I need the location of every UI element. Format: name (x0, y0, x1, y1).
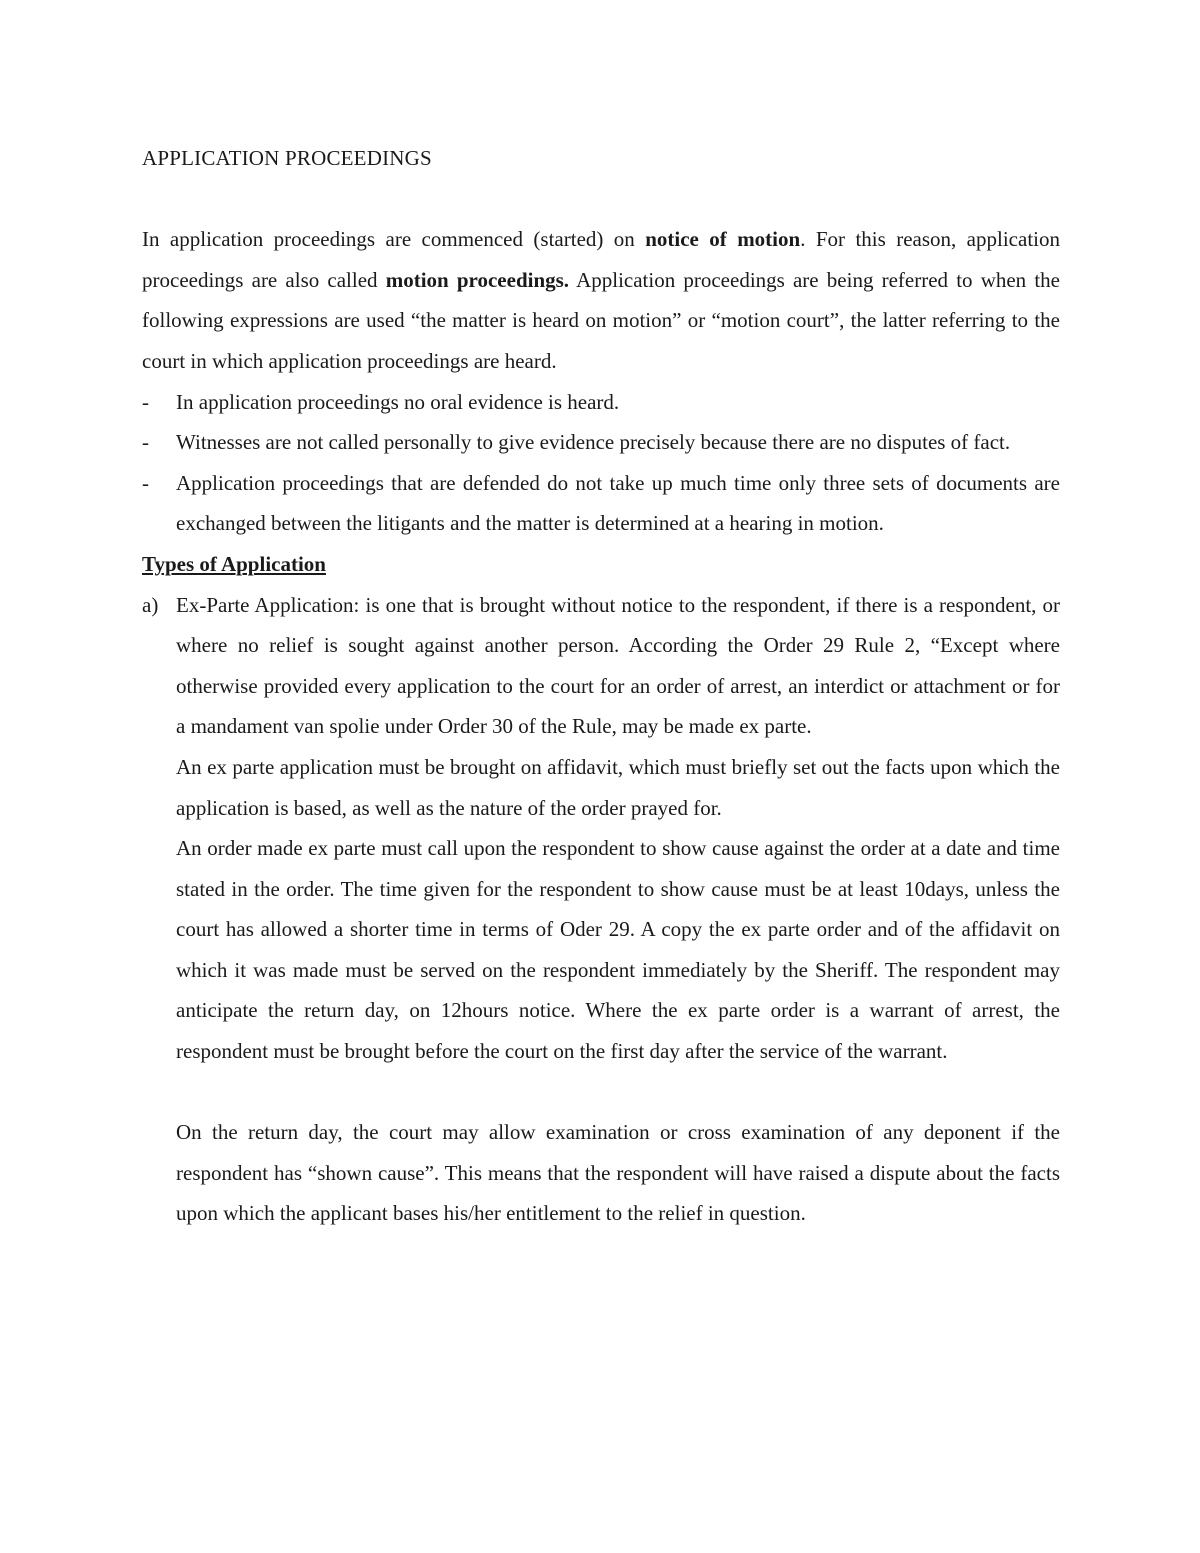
intro-text-2: . For this reason, application proceedings are also called (142, 227, 1060, 292)
list-item (142, 382, 1060, 423)
return-day-paragraph: On the return day, the court may allow examination or cross examination of any deponent if the respondent has “shown cause”. This means that the respondent will have raised a dispute about the facts upon which the applicant bases his/her entitlement to the relief in question. (176, 1120, 1060, 1226)
letter-marker: a) (142, 592, 159, 617)
document-title: APPLICATION PROCEEDINGS (142, 146, 432, 170)
dash-marker: - (142, 470, 149, 495)
affidavit-paragraph: An ex parte application must be brought on affidavit, which must briefly set out the facts upon which the application is based, as well as the nature of the order prayed for. (176, 754, 1060, 820)
list-item-text: Witnesses are not called personally to give evidence precisely because there are no disputes of fact. (176, 430, 1011, 455)
type-a-text: Ex-Parte Application: is one that is brought without notice to the respondent, if there is a respondent, or where no relief is sought against another person. According the Order 29 Rule 2, “Except where otherwise provided every application to the court for an order of arrest, an interdict or attachment or for a mandament van spolie under Order 30 of the Rule, may be made ex parte. (176, 592, 1060, 739)
intro-bold-notice-of-motion: notice of motion (645, 227, 801, 252)
spacer (142, 1072, 1060, 1113)
dash-marker: - (142, 389, 149, 414)
list-item-text: Application proceedings that are defended do not take up much time only three sets of documents are exchanged between the litigants and the matter is determined at a hearing in motion. (176, 470, 1060, 536)
ex-parte-order-paragraph: An order made ex parte must call upon the respondent to show cause against the order at a date and time stated in the order. The time given for the respondent to show cause must be at least 10days, unless the court has allowed a shorter time in terms of Oder 29. A copy the ex parte order and of the affidavit on which it was made must be served on the respondent immediately by the Sheriff. The respondent may anticipate the return day, on 12hours notice. Where the ex parte order is a warrant of arrest, the respondent must be brought before the court on the first day after the service of the warrant. (176, 836, 1060, 1064)
intro-paragraph (142, 219, 1060, 381)
characteristics-list (142, 382, 1060, 544)
list-item (142, 422, 1060, 463)
intro-text-3: Application proceedings are being referred to when the following expressions are used “the matter is heard on motion” or “motion court”, the latter referring to the court in which application proceedings are heard. (142, 267, 1060, 373)
types-list (142, 585, 1060, 747)
intro-bold-motion-proceedings: motion proceedings. (385, 267, 570, 292)
dash-marker: - (142, 430, 149, 455)
document-page (142, 138, 1060, 1234)
types-heading: Types of Application (142, 551, 326, 576)
spacer (142, 179, 1060, 220)
list-item-type-a (142, 585, 1060, 747)
intro-text-1: In application proceedings are commenced (started) on (142, 227, 646, 252)
list-item (142, 463, 1060, 544)
list-item-text: In application proceedings no oral evidence is heard. (176, 389, 620, 414)
